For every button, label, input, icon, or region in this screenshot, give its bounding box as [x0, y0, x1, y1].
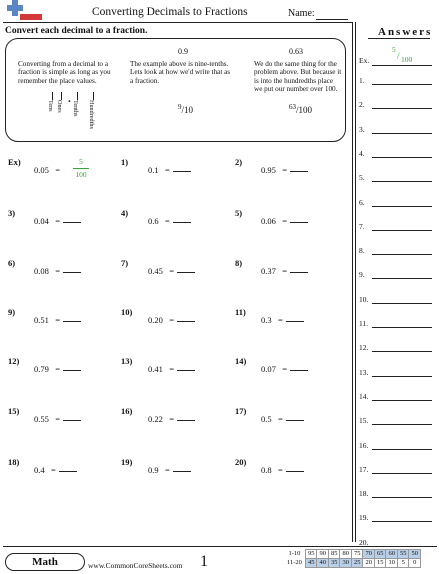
score-cell: 35 [328, 559, 340, 568]
answer-blank[interactable] [63, 321, 81, 322]
problem-expression [34, 315, 81, 325]
score-cell: 90 [317, 550, 329, 559]
problem-expression [148, 364, 195, 374]
header-rule [3, 22, 352, 23]
score-table [285, 549, 421, 568]
example-fraction-1: $^9$/10 [178, 103, 194, 115]
answer-line[interactable] [372, 133, 432, 134]
example-decimal-1: 0.9 [178, 47, 188, 56]
equals-sign: = [282, 266, 288, 276]
problem-expression [34, 465, 77, 475]
equals-sign: = [169, 364, 175, 374]
problem-decimal: 0.3 [261, 315, 272, 325]
answer-line[interactable] [372, 254, 432, 255]
problem-label: Ex) [8, 157, 21, 167]
problem-decimal: 0.20 [148, 315, 163, 325]
score-cell: 85 [328, 550, 340, 559]
equals-sign: = [169, 266, 175, 276]
problem-label: 10) [121, 307, 133, 317]
place-value-tenths: Tenths [72, 100, 79, 117]
footer-rule [3, 546, 437, 547]
answers-heading: Answers [378, 26, 433, 38]
problem-expression [148, 266, 195, 276]
answer-number: 12. [359, 343, 369, 353]
problem-decimal: 0.45 [148, 266, 163, 276]
answer-blank[interactable] [59, 471, 77, 472]
place-tick [52, 92, 53, 100]
problem-expression [34, 364, 81, 374]
problem-expression [34, 165, 60, 175]
answer-number: 2. [359, 100, 365, 110]
score-cell: 70 [363, 550, 375, 559]
answer-blank[interactable] [290, 222, 308, 223]
score-cell: 15 [374, 559, 386, 568]
equals-sign: = [55, 315, 61, 325]
decimal-point: . [68, 93, 71, 105]
answer-number: 11. [359, 319, 369, 328]
equals-sign: = [55, 414, 61, 424]
equals-sign: = [55, 165, 61, 175]
answer-blank[interactable] [286, 321, 304, 322]
answer-line[interactable] [372, 157, 432, 158]
problem-decimal: 0.08 [34, 266, 49, 276]
answer-number: 10. [359, 294, 369, 304]
problem-decimal: 0.22 [148, 414, 163, 424]
answer-blank[interactable] [63, 272, 81, 273]
problem-expression [261, 465, 304, 475]
problem-expression [148, 315, 195, 325]
answer-blank[interactable] [173, 471, 191, 472]
answer-line[interactable] [372, 278, 432, 279]
equals-sign: = [278, 465, 283, 475]
equals-sign: = [55, 216, 61, 226]
answer-number: 7. [359, 221, 365, 231]
answer-number: 19. [359, 513, 369, 523]
equals-sign: = [282, 216, 288, 226]
problem-label: 11) [235, 307, 246, 317]
answers-heading-underline [368, 38, 430, 39]
problem-decimal: 0.06 [261, 216, 276, 226]
example-explanation-2: The example above is nine-tenths. Lets look at how we'd write that as a fraction. [130, 60, 231, 85]
site-url: www.CommonCoreSheets.com [88, 561, 183, 570]
problem-expression [148, 216, 191, 226]
example-explanation-3: We do the same thing for the problem above. But because it is into the hundredths place we put our number over 100. [254, 60, 342, 93]
problem-expression [261, 165, 308, 175]
answer-number: 1. [359, 76, 365, 85]
problem-decimal: 0.55 [34, 414, 49, 424]
score-cell: 30 [340, 559, 352, 568]
example-answer-denominator: 100 [75, 170, 87, 179]
answer-line[interactable] [372, 206, 432, 207]
answer-blank[interactable] [173, 222, 191, 223]
problem-label: 15) [8, 406, 20, 416]
score-cell: 80 [340, 550, 352, 559]
answer-blank[interactable] [173, 171, 191, 172]
fraction-numerator: 63 [289, 103, 296, 111]
score-cell: 5 [397, 559, 409, 568]
problem-label: 17) [235, 406, 247, 416]
fraction-bar [73, 168, 89, 169]
problem-label: 18) [8, 457, 20, 467]
problem-expression [148, 165, 191, 175]
answer-line[interactable] [372, 181, 432, 182]
problem-decimal: 0.9 [148, 465, 159, 475]
problem-label: 19) [121, 457, 133, 467]
equals-sign: = [165, 165, 170, 175]
answer-line[interactable] [372, 230, 432, 231]
score-cell: 25 [351, 559, 363, 568]
answer-number: 15. [359, 416, 369, 426]
problem-decimal: 0.04 [34, 216, 49, 226]
answer-label-example: Ex. [359, 56, 370, 65]
problem-label: 8) [235, 258, 243, 268]
problem-decimal: 0.05 [34, 165, 49, 175]
score-cell: 75 [351, 550, 363, 559]
answer-number: 6. [359, 197, 365, 207]
score-row-label: 11-20 [287, 559, 302, 566]
problem-decimal: 0.79 [34, 364, 49, 374]
answer-example-denominator: 100 [401, 55, 413, 64]
problem-label: 12) [8, 356, 20, 366]
answer-line[interactable] [372, 497, 432, 498]
answer-blank[interactable] [290, 272, 308, 273]
problem-label: 20) [235, 457, 247, 467]
answer-blank[interactable] [63, 222, 81, 223]
problem-label: 3) [8, 208, 16, 218]
answer-number: 3. [359, 124, 365, 134]
example-explanation-1: Converting from a decimal to a fraction is simple as long as you remember the place values. [18, 60, 111, 85]
answer-blank[interactable] [63, 370, 81, 371]
problem-label: 2) [235, 157, 243, 167]
equals-sign: = [169, 315, 175, 325]
example-fraction-2: $^{63}$/100 [289, 103, 313, 115]
answer-blank[interactable] [286, 471, 304, 472]
problem-expression [261, 414, 304, 424]
score-cell: 20 [363, 559, 375, 568]
name-field[interactable] [316, 19, 348, 20]
answer-line[interactable] [372, 400, 432, 401]
problem-expression [261, 315, 304, 325]
answer-blank[interactable] [63, 420, 81, 421]
problem-label: 16) [121, 406, 133, 416]
answer-blank[interactable] [177, 272, 195, 273]
problem-label: 13) [121, 356, 133, 366]
problem-decimal: 0.07 [261, 364, 276, 374]
answer-blank[interactable] [177, 420, 195, 421]
equals-sign: = [55, 364, 61, 374]
score-cell: 95 [305, 550, 317, 559]
answer-line[interactable] [372, 473, 432, 474]
math-badge: Math [5, 553, 85, 571]
problem-label: 9) [8, 307, 16, 317]
answer-blank[interactable] [286, 420, 304, 421]
problem-decimal: 0.1 [148, 165, 159, 175]
problem-label: 6) [8, 258, 16, 268]
column-divider [355, 22, 356, 542]
answer-line[interactable] [372, 108, 432, 109]
plus-minus-logo-icon [4, 0, 44, 22]
answer-number: 18. [359, 489, 369, 499]
answer-example-slash: / [397, 51, 400, 61]
answer-line[interactable] [372, 84, 432, 85]
instruction-text: Convert each decimal to a fraction. [5, 26, 148, 36]
place-tick [61, 92, 62, 100]
problem-decimal: 0.95 [261, 165, 276, 175]
problem-expression [34, 414, 81, 424]
score-cell: 40 [317, 559, 329, 568]
column-divider [352, 22, 353, 542]
page-title: Converting Decimals to Fractions [92, 6, 248, 18]
problem-expression [261, 266, 308, 276]
page-number: 1 [200, 553, 208, 570]
example-decimal-2: 0.63 [289, 47, 303, 56]
answer-blank[interactable] [290, 171, 308, 172]
problem-decimal: 0.51 [34, 315, 49, 325]
problem-label: 4) [121, 208, 129, 218]
score-cell: 65 [374, 550, 386, 559]
equals-sign: = [278, 414, 283, 424]
problem-decimal: 0.4 [34, 465, 45, 475]
answer-blank[interactable] [290, 370, 308, 371]
place-tick [77, 92, 78, 100]
name-label: Name: [288, 8, 315, 19]
problem-label: 1) [121, 157, 129, 167]
equals-sign: = [55, 266, 61, 276]
score-cell: 10 [386, 559, 398, 568]
place-value-ones: Ones [56, 100, 63, 113]
score-row [285, 559, 420, 568]
equals-sign: = [282, 165, 288, 175]
score-cell: 50 [409, 550, 421, 559]
answer-line[interactable] [372, 376, 432, 377]
equals-sign: = [282, 364, 288, 374]
answer-number: 20. [359, 537, 369, 547]
problem-decimal: 0.8 [261, 465, 272, 475]
fraction-numerator: 9 [178, 103, 182, 111]
place-tick [93, 92, 94, 100]
problem-expression [148, 414, 195, 424]
problem-expression [261, 216, 308, 226]
answer-line[interactable] [372, 521, 432, 522]
answer-number: 4. [359, 148, 365, 158]
answer-example-numerator: 5 [392, 45, 396, 54]
score-cell: 45 [305, 559, 317, 568]
answer-number: 17. [359, 464, 369, 474]
equals-sign: = [169, 414, 175, 424]
score-cell: 60 [386, 550, 398, 559]
example-answer-numerator: 5 [79, 157, 83, 166]
score-cell: 0 [409, 559, 421, 568]
problem-label: 14) [235, 356, 247, 366]
equals-sign: = [278, 315, 283, 325]
answer-line[interactable] [372, 424, 432, 425]
score-cell: 55 [397, 550, 409, 559]
problem-decimal: 0.37 [261, 266, 276, 276]
place-value-hundredths: Hundredths [88, 100, 95, 129]
answer-number: 5. [359, 173, 365, 183]
problem-label: 5) [235, 208, 243, 218]
fraction-denominator: 100 [298, 105, 313, 115]
problem-expression [261, 364, 308, 374]
problem-expression [148, 465, 191, 475]
place-value-tens: Tens [47, 100, 54, 112]
answer-line [372, 65, 432, 66]
fraction-denominator: 10 [184, 105, 194, 115]
answer-line[interactable] [372, 327, 432, 328]
answer-number: 9. [359, 270, 365, 280]
problem-expression [34, 216, 81, 226]
answer-blank[interactable] [177, 370, 195, 371]
problem-label: 7) [121, 258, 129, 268]
answer-number: 13. [359, 367, 369, 377]
answer-line[interactable] [372, 351, 432, 352]
problem-decimal: 0.6 [148, 216, 159, 226]
problem-decimal: 0.5 [261, 414, 272, 424]
problem-expression [34, 266, 81, 276]
answer-blank[interactable] [177, 321, 195, 322]
answer-number: 16. [359, 440, 369, 450]
score-row [285, 550, 420, 559]
equals-sign: = [165, 216, 170, 226]
equals-sign: = [51, 465, 56, 475]
answer-line[interactable] [372, 449, 432, 450]
answer-line[interactable] [372, 303, 432, 304]
answer-number: 8. [359, 246, 365, 256]
score-row-label: 1-10 [288, 550, 301, 557]
equals-sign: = [165, 465, 170, 475]
answer-number: 14. [359, 391, 369, 401]
problem-decimal: 0.41 [148, 364, 163, 374]
